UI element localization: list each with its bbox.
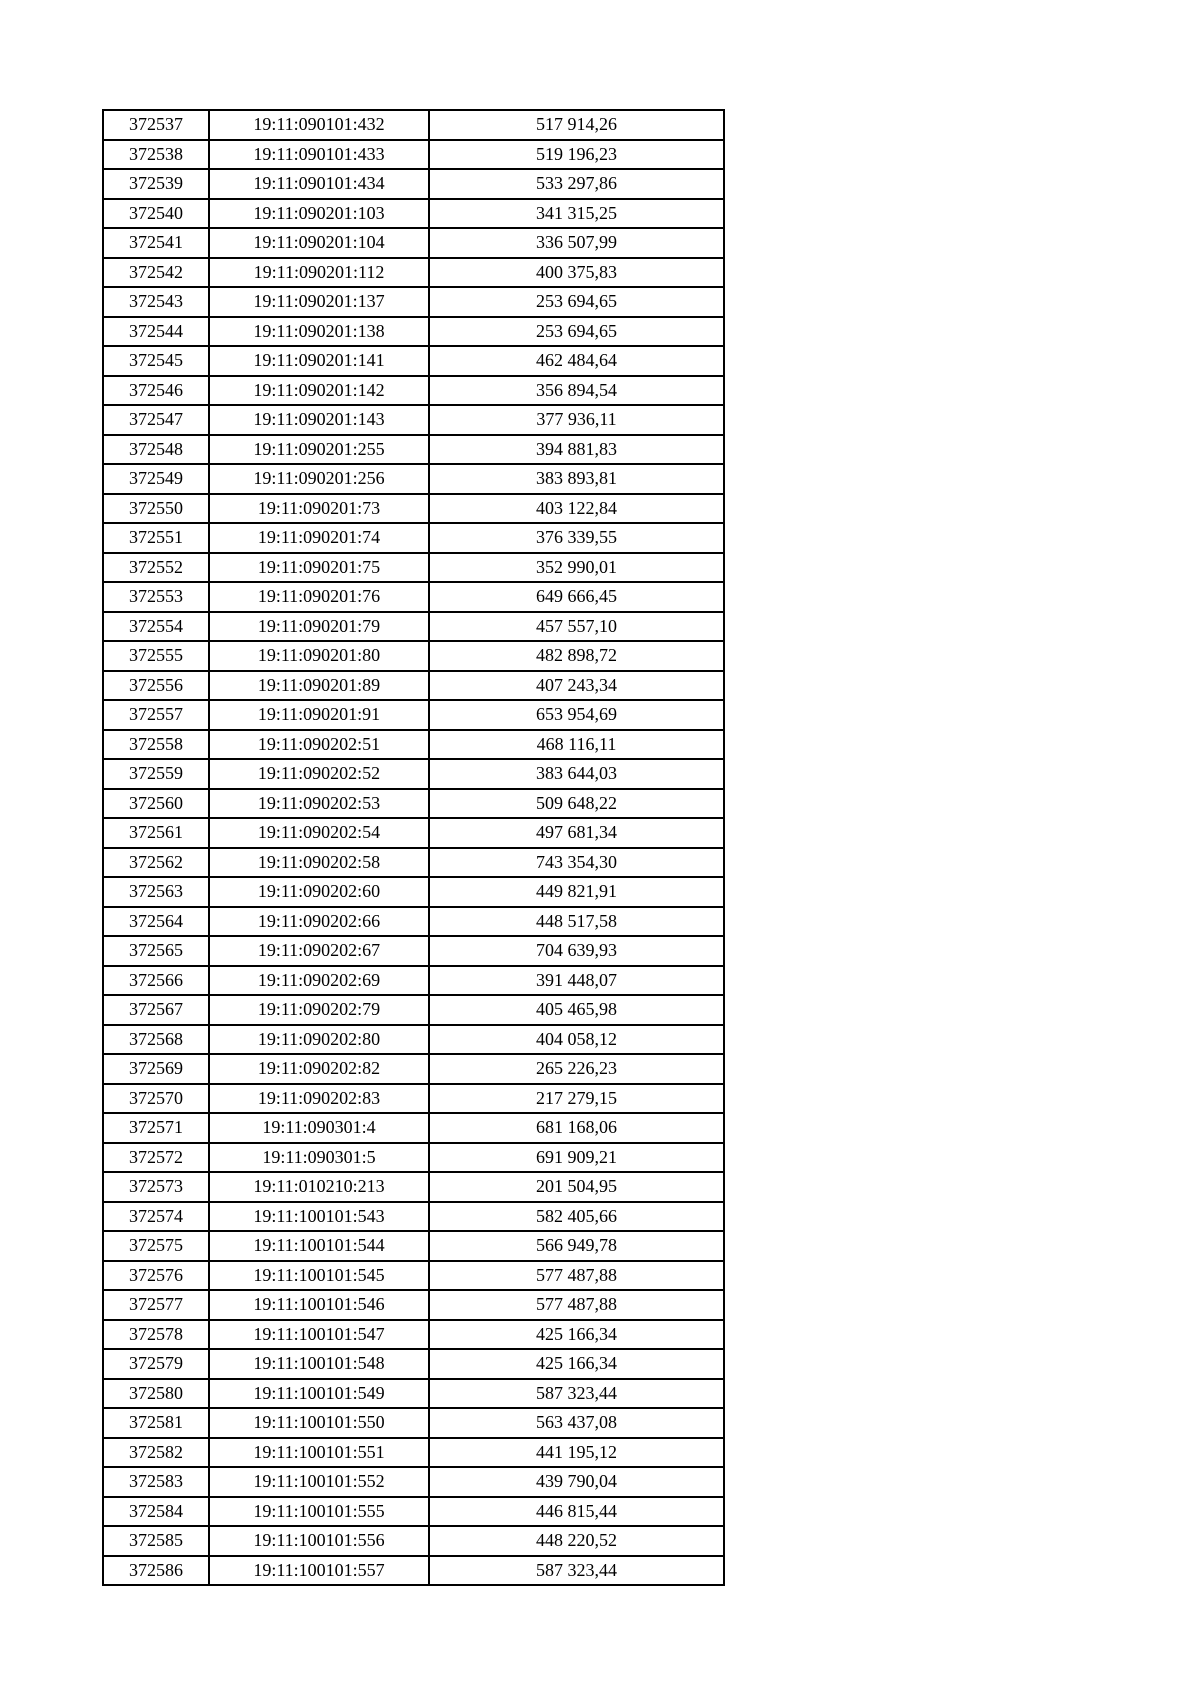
cadastral-number-cell: 19:11:090201:80: [209, 641, 429, 671]
cadastral-number-cell: 19:11:100101:547: [209, 1320, 429, 1350]
value-cell: 566 949,78: [429, 1231, 724, 1261]
table-row: [103, 1231, 724, 1261]
table-row: [103, 199, 724, 229]
table-row: [103, 1497, 724, 1527]
value-cell: 352 990,01: [429, 553, 724, 583]
cadastral-number-cell: 19:11:090201:137: [209, 287, 429, 317]
row-number-cell: 372549: [103, 464, 209, 494]
cadastral-number-cell: 19:11:090202:58: [209, 848, 429, 878]
row-number-cell: 372558: [103, 730, 209, 760]
value-cell: 577 487,88: [429, 1261, 724, 1291]
value-cell: 704 639,93: [429, 936, 724, 966]
row-number-cell: 372541: [103, 228, 209, 258]
row-number-cell: 372578: [103, 1320, 209, 1350]
cadastral-number-cell: 19:11:090201:141: [209, 346, 429, 376]
table-row: [103, 1320, 724, 1350]
table-row: [103, 1379, 724, 1409]
value-cell: 563 437,08: [429, 1408, 724, 1438]
row-number-cell: 372556: [103, 671, 209, 701]
cadastral-number-cell: 19:11:090201:79: [209, 612, 429, 642]
table-row: [103, 1054, 724, 1084]
table-row: [103, 287, 724, 317]
value-cell: 405 465,98: [429, 995, 724, 1025]
table-row: [103, 1202, 724, 1232]
row-number-cell: 372579: [103, 1349, 209, 1379]
cadastral-number-cell: 19:11:100101:551: [209, 1438, 429, 1468]
cadastral-number-cell: 19:11:090202:79: [209, 995, 429, 1025]
cadastral-number-cell: 19:11:100101:543: [209, 1202, 429, 1232]
cadastral-number-cell: 19:11:090202:69: [209, 966, 429, 996]
table-row: [103, 228, 724, 258]
table-row: [103, 1467, 724, 1497]
row-number-cell: 372546: [103, 376, 209, 406]
table-row: [103, 1349, 724, 1379]
row-number-cell: 372570: [103, 1084, 209, 1114]
row-number-cell: 372553: [103, 582, 209, 612]
cadastral-number-cell: 19:11:100101:549: [209, 1379, 429, 1409]
row-number-cell: 372586: [103, 1556, 209, 1586]
row-number-cell: 372566: [103, 966, 209, 996]
row-number-cell: 372562: [103, 848, 209, 878]
cadastral-number-cell: 19:11:090202:82: [209, 1054, 429, 1084]
cadastral-number-cell: 19:11:090202:54: [209, 818, 429, 848]
table-row: [103, 759, 724, 789]
table-body: [103, 110, 724, 1585]
value-cell: 376 339,55: [429, 523, 724, 553]
table-row: [103, 405, 724, 435]
cadastral-number-cell: 19:11:100101:544: [209, 1231, 429, 1261]
value-cell: 201 504,95: [429, 1172, 724, 1202]
row-number-cell: 372542: [103, 258, 209, 288]
value-cell: 403 122,84: [429, 494, 724, 524]
row-number-cell: 372545: [103, 346, 209, 376]
row-number-cell: 372580: [103, 1379, 209, 1409]
value-cell: 377 936,11: [429, 405, 724, 435]
cadastral-number-cell: 19:11:090202:60: [209, 877, 429, 907]
row-number-cell: 372548: [103, 435, 209, 465]
cadastral-number-cell: 19:11:090202:52: [209, 759, 429, 789]
cadastral-number-cell: 19:11:090201:255: [209, 435, 429, 465]
value-cell: 394 881,83: [429, 435, 724, 465]
cadastral-number-cell: 19:11:090201:256: [209, 464, 429, 494]
row-number-cell: 372559: [103, 759, 209, 789]
value-cell: 336 507,99: [429, 228, 724, 258]
table-row: [103, 671, 724, 701]
cadastral-number-cell: 19:11:090201:112: [209, 258, 429, 288]
row-number-cell: 372561: [103, 818, 209, 848]
table-row: [103, 464, 724, 494]
table-row: [103, 1084, 724, 1114]
value-cell: 439 790,04: [429, 1467, 724, 1497]
value-cell: 448 220,52: [429, 1526, 724, 1556]
row-number-cell: 372552: [103, 553, 209, 583]
cadastral-number-cell: 19:11:090201:74: [209, 523, 429, 553]
table-row: [103, 818, 724, 848]
row-number-cell: 372573: [103, 1172, 209, 1202]
row-number-cell: 372555: [103, 641, 209, 671]
row-number-cell: 372544: [103, 317, 209, 347]
table-row: [103, 1438, 724, 1468]
row-number-cell: 372538: [103, 140, 209, 170]
cadastral-number-cell: 19:11:090201:76: [209, 582, 429, 612]
value-cell: 587 323,44: [429, 1556, 724, 1586]
cadastral-number-cell: 19:11:090201:89: [209, 671, 429, 701]
cadastral-number-cell: 19:11:090201:75: [209, 553, 429, 583]
value-cell: 449 821,91: [429, 877, 724, 907]
value-cell: 425 166,34: [429, 1320, 724, 1350]
row-number-cell: 372560: [103, 789, 209, 819]
table-row: [103, 494, 724, 524]
value-cell: 743 354,30: [429, 848, 724, 878]
cadastral-number-cell: 19:11:090201:143: [209, 405, 429, 435]
row-number-cell: 372563: [103, 877, 209, 907]
value-cell: 265 226,23: [429, 1054, 724, 1084]
cadastral-number-cell: 19:11:090202:51: [209, 730, 429, 760]
value-cell: 468 116,11: [429, 730, 724, 760]
value-cell: 691 909,21: [429, 1143, 724, 1173]
row-number-cell: 372551: [103, 523, 209, 553]
table-row: [103, 612, 724, 642]
row-number-cell: 372565: [103, 936, 209, 966]
row-number-cell: 372567: [103, 995, 209, 1025]
table-row: [103, 110, 724, 140]
table-row: [103, 877, 724, 907]
row-number-cell: 372571: [103, 1113, 209, 1143]
cadastral-number-cell: 19:11:100101:545: [209, 1261, 429, 1291]
cadastral-number-cell: 19:11:100101:557: [209, 1556, 429, 1586]
cadastral-number-cell: 19:11:090301:5: [209, 1143, 429, 1173]
table-row: [103, 641, 724, 671]
row-number-cell: 372543: [103, 287, 209, 317]
row-number-cell: 372582: [103, 1438, 209, 1468]
table-row: [103, 1025, 724, 1055]
table-row: [103, 346, 724, 376]
cadastral-number-cell: 19:11:090201:91: [209, 700, 429, 730]
table-row: [103, 140, 724, 170]
cadastral-number-cell: 19:11:090201:103: [209, 199, 429, 229]
table-row: [103, 700, 724, 730]
value-cell: 462 484,64: [429, 346, 724, 376]
value-cell: 653 954,69: [429, 700, 724, 730]
value-cell: 253 694,65: [429, 287, 724, 317]
table-row: [103, 169, 724, 199]
value-cell: 582 405,66: [429, 1202, 724, 1232]
row-number-cell: 372540: [103, 199, 209, 229]
row-number-cell: 372585: [103, 1526, 209, 1556]
table-row: [103, 317, 724, 347]
row-number-cell: 372569: [103, 1054, 209, 1084]
row-number-cell: 372554: [103, 612, 209, 642]
row-number-cell: 372581: [103, 1408, 209, 1438]
value-cell: 482 898,72: [429, 641, 724, 671]
cadastral-number-cell: 19:11:090202:80: [209, 1025, 429, 1055]
value-cell: 341 315,25: [429, 199, 724, 229]
cadastral-number-cell: 19:11:010210:213: [209, 1172, 429, 1202]
row-number-cell: 372574: [103, 1202, 209, 1232]
row-number-cell: 372547: [103, 405, 209, 435]
row-number-cell: 372584: [103, 1497, 209, 1527]
cadastral-number-cell: 19:11:090202:66: [209, 907, 429, 937]
value-cell: 517 914,26: [429, 110, 724, 140]
table-row: [103, 1143, 724, 1173]
value-cell: 425 166,34: [429, 1349, 724, 1379]
table-row: [103, 1172, 724, 1202]
row-number-cell: 372539: [103, 169, 209, 199]
cadastral-number-cell: 19:11:090202:67: [209, 936, 429, 966]
value-cell: 446 815,44: [429, 1497, 724, 1527]
cadastral-number-cell: 19:11:100101:548: [209, 1349, 429, 1379]
table-row: [103, 730, 724, 760]
row-number-cell: 372557: [103, 700, 209, 730]
table-row: [103, 966, 724, 996]
cadastral-number-cell: 19:11:100101:546: [209, 1290, 429, 1320]
table-row: [103, 523, 724, 553]
table-row: [103, 848, 724, 878]
row-number-cell: 372572: [103, 1143, 209, 1173]
table-row: [103, 1113, 724, 1143]
row-number-cell: 372576: [103, 1261, 209, 1291]
value-cell: 497 681,34: [429, 818, 724, 848]
table-row: [103, 1556, 724, 1586]
value-cell: 577 487,88: [429, 1290, 724, 1320]
cadastral-number-cell: 19:11:090201:138: [209, 317, 429, 347]
cadastral-number-cell: 19:11:100101:550: [209, 1408, 429, 1438]
cadastral-number-cell: 19:11:090201:104: [209, 228, 429, 258]
value-cell: 404 058,12: [429, 1025, 724, 1055]
row-number-cell: 372577: [103, 1290, 209, 1320]
table-row: [103, 1408, 724, 1438]
row-number-cell: 372575: [103, 1231, 209, 1261]
cadastral-number-cell: 19:11:090202:83: [209, 1084, 429, 1114]
cadastral-number-cell: 19:11:090101:434: [209, 169, 429, 199]
cadastral-number-cell: 19:11:090201:142: [209, 376, 429, 406]
table-row: [103, 936, 724, 966]
cadastral-number-cell: 19:11:100101:556: [209, 1526, 429, 1556]
value-cell: 649 666,45: [429, 582, 724, 612]
value-cell: 509 648,22: [429, 789, 724, 819]
table-row: [103, 907, 724, 937]
cadastral-number-cell: 19:11:090202:53: [209, 789, 429, 819]
value-cell: 400 375,83: [429, 258, 724, 288]
table-row: [103, 435, 724, 465]
cadastral-number-cell: 19:11:090101:433: [209, 140, 429, 170]
table-row: [103, 376, 724, 406]
cadastral-number-cell: 19:11:100101:555: [209, 1497, 429, 1527]
table-row: [103, 1526, 724, 1556]
value-cell: 533 297,86: [429, 169, 724, 199]
value-cell: 457 557,10: [429, 612, 724, 642]
cadastral-number-cell: 19:11:090201:73: [209, 494, 429, 524]
row-number-cell: 372568: [103, 1025, 209, 1055]
value-cell: 441 195,12: [429, 1438, 724, 1468]
row-number-cell: 372564: [103, 907, 209, 937]
row-number-cell: 372583: [103, 1467, 209, 1497]
value-cell: 407 243,34: [429, 671, 724, 701]
table-row: [103, 553, 724, 583]
cadastral-number-cell: 19:11:090301:4: [209, 1113, 429, 1143]
table-row: [103, 258, 724, 288]
value-cell: 587 323,44: [429, 1379, 724, 1409]
value-cell: 448 517,58: [429, 907, 724, 937]
cadastral-number-cell: 19:11:100101:552: [209, 1467, 429, 1497]
table-row: [103, 789, 724, 819]
value-cell: 391 448,07: [429, 966, 724, 996]
row-number-cell: 372550: [103, 494, 209, 524]
value-cell: 217 279,15: [429, 1084, 724, 1114]
value-cell: 681 168,06: [429, 1113, 724, 1143]
table-row: [103, 582, 724, 612]
value-cell: 356 894,54: [429, 376, 724, 406]
value-cell: 253 694,65: [429, 317, 724, 347]
cadastral-number-cell: 19:11:090101:432: [209, 110, 429, 140]
table-row: [103, 995, 724, 1025]
value-cell: 519 196,23: [429, 140, 724, 170]
data-table: [102, 109, 725, 1586]
table-row: [103, 1261, 724, 1291]
value-cell: 383 644,03: [429, 759, 724, 789]
table-row: [103, 1290, 724, 1320]
value-cell: 383 893,81: [429, 464, 724, 494]
row-number-cell: 372537: [103, 110, 209, 140]
